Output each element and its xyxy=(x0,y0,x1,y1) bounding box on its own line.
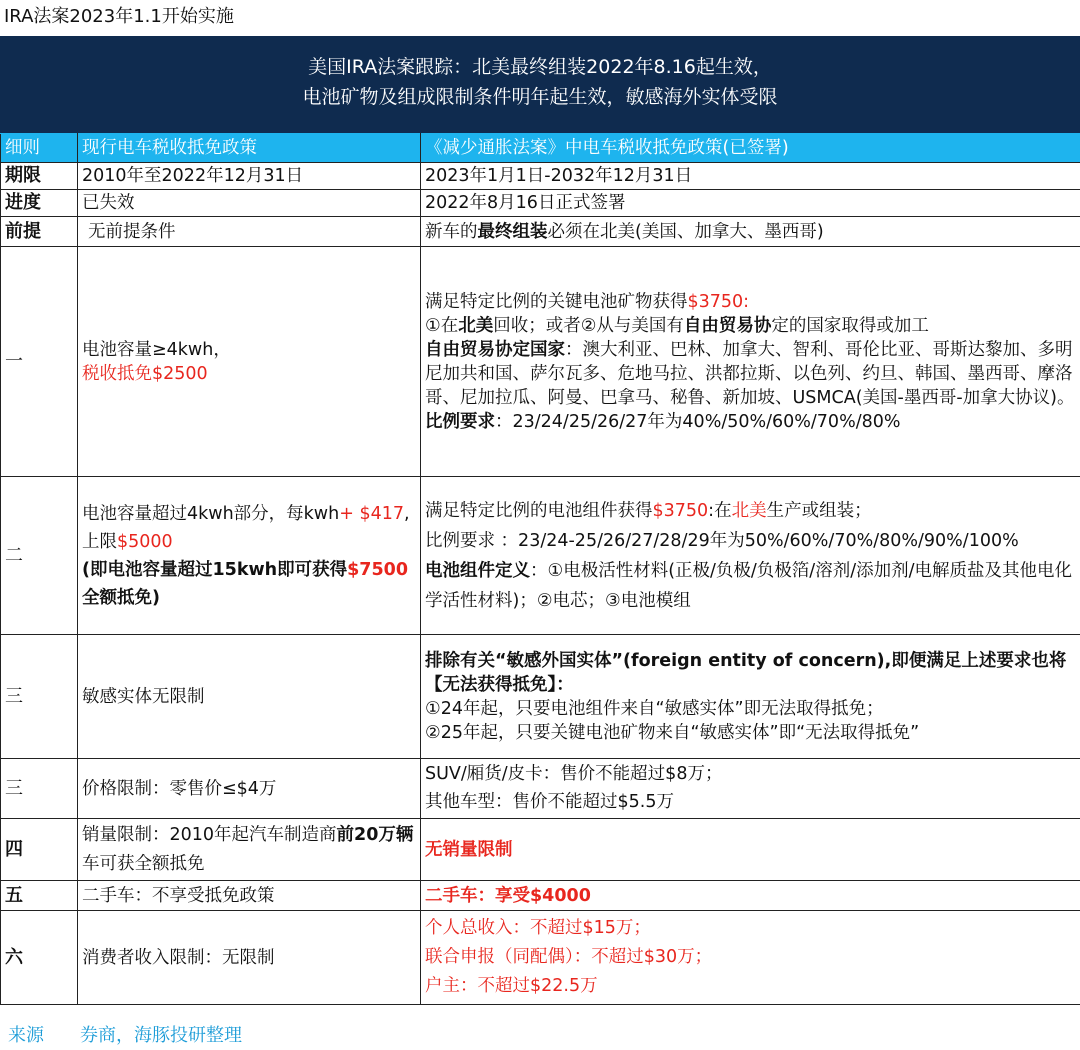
row-category: 六 xyxy=(1,911,78,1005)
ira-policy-cell: 个人总收入：不超过$15万； 联合申报（同配偶）：不超过$30万； 户主：不超过$22.5万 xyxy=(421,911,1080,1005)
current-policy-cell: 已失效 xyxy=(78,190,421,217)
table-row-one xyxy=(1,247,1080,477)
ira-policy-cell: 2023年1月1日-2032年12月31日 xyxy=(421,163,1080,190)
policy-comparison-table xyxy=(0,133,1080,1005)
current-policy-cell: 敏感实体无限制 xyxy=(78,635,421,759)
source-label: 来源 xyxy=(8,1025,44,1046)
row-category: 前提 xyxy=(1,217,78,247)
table-row-two xyxy=(1,477,1080,635)
table-header-row xyxy=(1,134,1080,163)
table-row-three xyxy=(1,635,1080,759)
table-row-five xyxy=(1,881,1080,911)
row-category: 三 xyxy=(1,759,78,819)
row-category: 四 xyxy=(1,819,78,881)
header-ira-policy: 《减少通胀法案》中电车税收抵免政策(已签署) xyxy=(421,134,1080,163)
header-current-policy: 现行电车税收抵免政策 xyxy=(78,134,421,163)
row-category: 五 xyxy=(1,881,78,911)
row-category: 二 xyxy=(1,477,78,635)
current-policy-cell: 价格限制：零售价≤$4万 xyxy=(78,759,421,819)
ira-policy-cell: 满足特定比例的关键电池矿物获得$3750: ①在北美回收；或者②从与美国有自由贸易协定的国家取得或加工 自由贸易协定国家：澳大利亚、巴林、加拿大、智利、哥伦比亚、哥斯达黎加、多明尼加共和国、萨尔瓦多、危地马拉、洪都拉斯、以色列、约旦、韩国、墨西哥、摩洛哥、尼加拉瓜、阿曼、巴拿马、秘鲁、新加坡、USMCA(美国-墨西哥-加拿大协议)。 比例要求：23/24/25/26/27年为40%/50%/60%/70%/80% xyxy=(421,247,1080,477)
table-row-price-limit xyxy=(1,759,1080,819)
current-policy-cell: 电池容量超过4kwh部分，每kwh+ $417, 上限$5000 (即电池容量超过15kwh即可获得$7500全额抵免) xyxy=(78,477,421,635)
row-category: 一 xyxy=(1,247,78,477)
ira-policy-cell: SUV/厢货/皮卡：售价不能超过$8万； 其他车型：售价不能超过$5.5万 xyxy=(421,759,1080,819)
ira-policy-cell: 排除有关“敏感外国实体”(foreign entity of concern),即便满足上述要求也将【无法获得抵免】： ①24年起，只要电池组件来自“敏感实体”即无法取得抵免； ②25年起，只要关键电池矿物来自“敏感实体”即“无法取得抵免” xyxy=(421,635,1080,759)
table-row-four xyxy=(1,819,1080,881)
page-caption: IRA法案2023年1.1开始实施 xyxy=(4,6,234,27)
ira-policy-cell: 新车的最终组装必须在北美(美国、加拿大、墨西哥) xyxy=(421,217,1080,247)
current-policy-cell: 销量限制：2010年起汽车制造商前20万辆车可获全额抵免 xyxy=(78,819,421,881)
source-note xyxy=(8,1024,242,1048)
current-policy-cell: 二手车：不享受抵免政策 xyxy=(78,881,421,911)
source-text: 券商，海豚投研整理 xyxy=(80,1025,242,1046)
row-category: 三 xyxy=(1,635,78,759)
title-banner xyxy=(0,36,1080,133)
ira-policy-cell: 二手车：享受$4000 xyxy=(421,881,1080,911)
table-row-progress xyxy=(1,190,1080,217)
table-row-term xyxy=(1,163,1080,190)
current-policy-cell: 电池容量≥4kwh， 税收抵免$2500 xyxy=(78,247,421,477)
header-detail: 细则 xyxy=(1,134,78,163)
row-category: 进度 xyxy=(1,190,78,217)
banner-line-2: 电池矿物及组成限制条件明年起生效，敏感海外实体受限 xyxy=(302,86,778,108)
current-policy-cell: 无前提条件 xyxy=(78,217,421,247)
banner-line-1: 美国IRA法案跟踪：北美最终组装2022年8.16起生效， xyxy=(308,56,772,78)
ira-policy-cell: 满足特定比例的电池组件获得$3750:在北美生产或组装； 比例要求 ：23/24-25/26/27/28/29年为50%/60%/70%/80%/90%/100% 电池组件定义：①电极活性材料(正极/负极/负极箔/溶剂/添加剂/电解质盐及其他电化学活性材料)；②电芯；③电池模组 xyxy=(421,477,1080,635)
table-row-six xyxy=(1,911,1080,1005)
table-row-premise xyxy=(1,217,1080,247)
ira-policy-cell: 无销量限制 xyxy=(421,819,1080,881)
current-policy-cell: 2010年至2022年12月31日 xyxy=(78,163,421,190)
current-policy-cell: 消费者收入限制：无限制 xyxy=(78,911,421,1005)
ira-policy-cell: 2022年8月16日正式签署 xyxy=(421,190,1080,217)
row-category: 期限 xyxy=(1,163,78,190)
